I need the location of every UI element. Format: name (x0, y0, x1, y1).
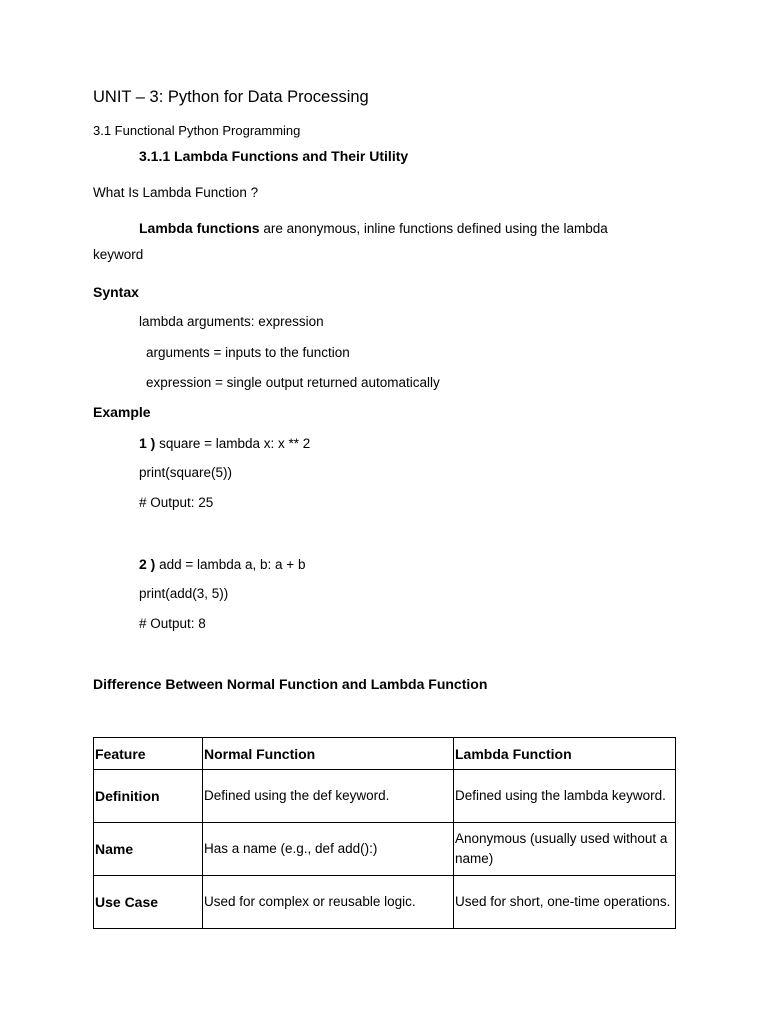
example-2-output: # Output: 8 (139, 616, 206, 631)
example-1-code-line (139, 435, 310, 451)
table-header-row (94, 738, 676, 770)
table-cell-feature: Name (94, 823, 203, 876)
table-cell-lambda: Used for short, one-time operations. (454, 876, 676, 929)
example-2-definition: add = lambda a, b: a + b (155, 557, 306, 572)
example-2-code-line (139, 556, 305, 572)
example-heading: Example (93, 404, 151, 420)
definition-text: are anonymous, inline functions defined using the lambda (259, 221, 608, 236)
example-1-number: 1 ) (139, 435, 156, 451)
difference-heading: Difference Between Normal Function and Lambda Function (93, 676, 488, 692)
example-1-print: print(square(5)) (139, 465, 233, 480)
section-heading: 3.1 Functional Python Programming (93, 123, 301, 138)
table-cell-normal: Used for complex or reusable logic. (203, 876, 454, 929)
syntax-arguments-note: arguments = inputs to the function (146, 345, 350, 360)
table-cell-lambda: Defined using the lambda keyword. (454, 770, 676, 823)
syntax-heading: Syntax (93, 284, 139, 300)
table-cell-feature: Definition (94, 770, 203, 823)
table-cell-lambda: Anonymous (usually used without a name) (454, 823, 676, 876)
table-row (94, 770, 676, 823)
example-2-number: 2 ) (139, 556, 156, 572)
example-1-definition: square = lambda x: x ** 2 (155, 436, 311, 451)
table-cell-normal: Has a name (e.g., def add():) (203, 823, 454, 876)
header-normal-function: Normal Function (203, 738, 454, 770)
question-text: What Is Lambda Function ? (93, 185, 259, 200)
example-2-print: print(add(3, 5)) (139, 586, 229, 601)
table-cell-feature: Use Case (94, 876, 203, 929)
unit-title: UNIT – 3: Python for Data Processing (93, 88, 369, 106)
subsection-heading: 3.1.1 Lambda Functions and Their Utility (139, 148, 409, 164)
example-1-output: # Output: 25 (139, 495, 214, 510)
table-row (94, 876, 676, 929)
syntax-expression-note: expression = single output returned automatically (146, 375, 440, 390)
header-lambda-function: Lambda Function (454, 738, 676, 770)
table-cell-normal: Defined using the def keyword. (203, 770, 454, 823)
comparison-table (93, 737, 676, 929)
syntax-line: lambda arguments: expression (139, 314, 324, 329)
table-row (94, 823, 676, 876)
definition-term: Lambda functions (139, 220, 260, 236)
header-feature: Feature (94, 738, 203, 770)
definition-continuation: keyword (93, 247, 144, 262)
definition-paragraph (139, 220, 608, 236)
